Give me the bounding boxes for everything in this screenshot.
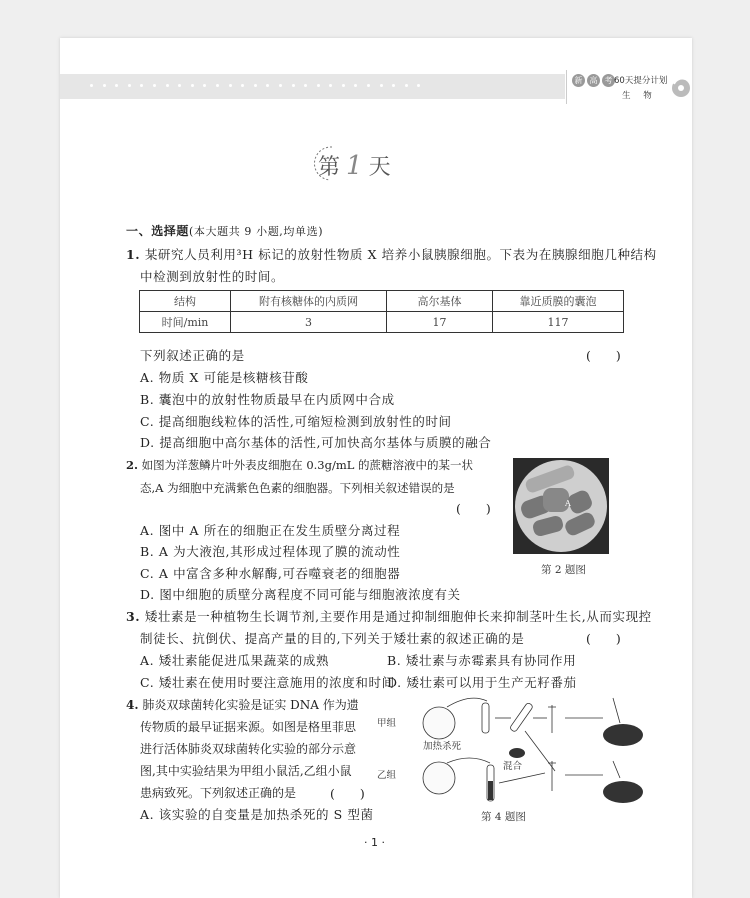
option-a: A. 图中 A 所在的细胞正在发生质壁分离过程 (140, 523, 401, 538)
question-text: 进行活体肺炎双球菌转化实验的部分示意 (140, 742, 357, 756)
dot (304, 84, 307, 87)
dot (153, 84, 156, 87)
question-2: 2. 如图为洋葱鳞片叶外表皮细胞在 0.3g/mL 的蔗糖溶液中的某一状 (126, 458, 474, 472)
group-a-label: 甲组 (377, 718, 397, 729)
figure-caption: 第 4 题图 (481, 811, 526, 823)
dot (229, 84, 232, 87)
question-1: 1. 某研究人员利用³H 标记的放射性物质 X 培养小鼠胰腺细胞。下表为在胰腺细胞几种结构 (126, 247, 657, 262)
table-header: 高尔基体 (387, 291, 493, 312)
dot (354, 84, 357, 87)
dot (279, 84, 282, 87)
option-d: D. 矮壮素可以用于生产无籽番茄 (387, 675, 577, 690)
dot (317, 84, 320, 87)
dot (254, 84, 257, 87)
dot (417, 84, 420, 87)
dot (266, 84, 269, 87)
dot (342, 84, 345, 87)
dot (166, 84, 169, 87)
dot (178, 84, 181, 87)
answer-blank: ( ) (330, 786, 365, 801)
table-header: 附有核糖体的内质网 (231, 291, 387, 312)
question-text: 态,A 为细胞中充满紫色色素的细胞器。下列相关叙述错误的是 (140, 481, 455, 495)
option-b: B. A 为大液泡,其形成过程体现了膜的流动性 (140, 544, 401, 559)
option-a: A. 物质 X 可能是核糖核苷酸 (140, 370, 309, 385)
option-c: C. A 中富含多种水解酶,可吞噬衰老的细胞器 (140, 566, 401, 581)
dot (191, 84, 194, 87)
dot (140, 84, 143, 87)
option-d: D. 提高细胞中高尔基体的活性,可加快高尔基体与质膜的融合 (140, 435, 492, 450)
question-stem: 下列叙述正确的是 (140, 348, 245, 363)
option-c: C. 矮壮素在使用时要注意施用的浓度和时间 (140, 675, 395, 690)
series-title: 60天提分计划 (614, 76, 668, 86)
group-b-label: 乙组 (377, 770, 397, 781)
dot (241, 84, 244, 87)
experiment-diagram (375, 693, 645, 808)
dot (115, 84, 118, 87)
table-header: 结构 (140, 291, 231, 312)
data-table (139, 290, 624, 333)
heat-label: 加热杀死 (423, 741, 462, 752)
header-band (60, 74, 565, 99)
option-a: A. 该实验的自变量是加热杀死的 S 型菌 (140, 807, 374, 822)
question-text: 制徒长、抗倒伏、提高产量的目的,下列关于矮壮素的叙述正确的是 (140, 631, 525, 646)
table-cell: 117 (493, 312, 624, 333)
dot (329, 84, 332, 87)
organelle-label: A (565, 499, 571, 508)
subject: 生 物 (622, 91, 657, 101)
dot (380, 84, 383, 87)
badge: 考 (602, 74, 615, 87)
page-number: · 1 · (364, 836, 385, 849)
question-4: 4. 肺炎双球菌转化实验是证实 DNA 作为遗 (126, 698, 359, 712)
badge: 高 (587, 74, 600, 87)
dot (392, 84, 395, 87)
dot (292, 84, 295, 87)
option-c: C. 提高细胞线粒体的活性,可缩短检测到放射性的时间 (140, 414, 452, 429)
microscope-image (513, 458, 609, 554)
option-a: A. 矮壮素能促进瓜果蔬菜的成熟 (140, 653, 330, 668)
question-text: 传物质的最早证据来源。如图是格里菲思 (140, 720, 357, 734)
dot (90, 84, 93, 87)
mix-label: 混合 (503, 761, 523, 772)
disc-icon (671, 76, 691, 100)
dot (103, 84, 106, 87)
dot (216, 84, 219, 87)
table-cell: 时间/min (140, 312, 231, 333)
question-text: 图,其中实验结果为甲组小鼠活,乙组小鼠 (140, 764, 352, 778)
option-b: B. 矮壮素与赤霉素具有协同作用 (387, 653, 577, 668)
header-dots (90, 84, 420, 87)
answer-blank: ( ) (586, 348, 621, 363)
dot (128, 84, 131, 87)
question-text: 患病致死。下列叙述正确的是 (140, 786, 297, 800)
figure-caption: 第 2 题图 (541, 564, 586, 576)
dot (203, 84, 206, 87)
table-cell: 3 (231, 312, 387, 333)
question-3: 3. 矮壮素是一种植物生长调节剂,主要作用是通过抑制细胞伸长来抑制茎叶生长,从而实现控 (126, 609, 652, 624)
badge: 新 (572, 74, 585, 87)
brand-logo (566, 70, 693, 104)
answer-blank: ( ) (456, 501, 491, 516)
dot (405, 84, 408, 87)
option-b: B. 囊泡中的放射性物质最早在内质网中合成 (140, 392, 395, 407)
day-title: 第 1 天 (318, 150, 391, 181)
option-d: D. 图中细胞的质壁分离程度不同可能与细胞液浓度有关 (140, 587, 461, 602)
dot (367, 84, 370, 87)
question-text: 中检测到放射性的时间。 (140, 269, 285, 284)
arc-decoration-icon (312, 144, 338, 184)
table-cell: 17 (387, 312, 493, 333)
table-header: 靠近质膜的囊泡 (493, 291, 624, 312)
section-heading: 一、选择题(本大题共 9 小题,均单选) (126, 224, 324, 238)
answer-blank: ( ) (586, 631, 621, 646)
